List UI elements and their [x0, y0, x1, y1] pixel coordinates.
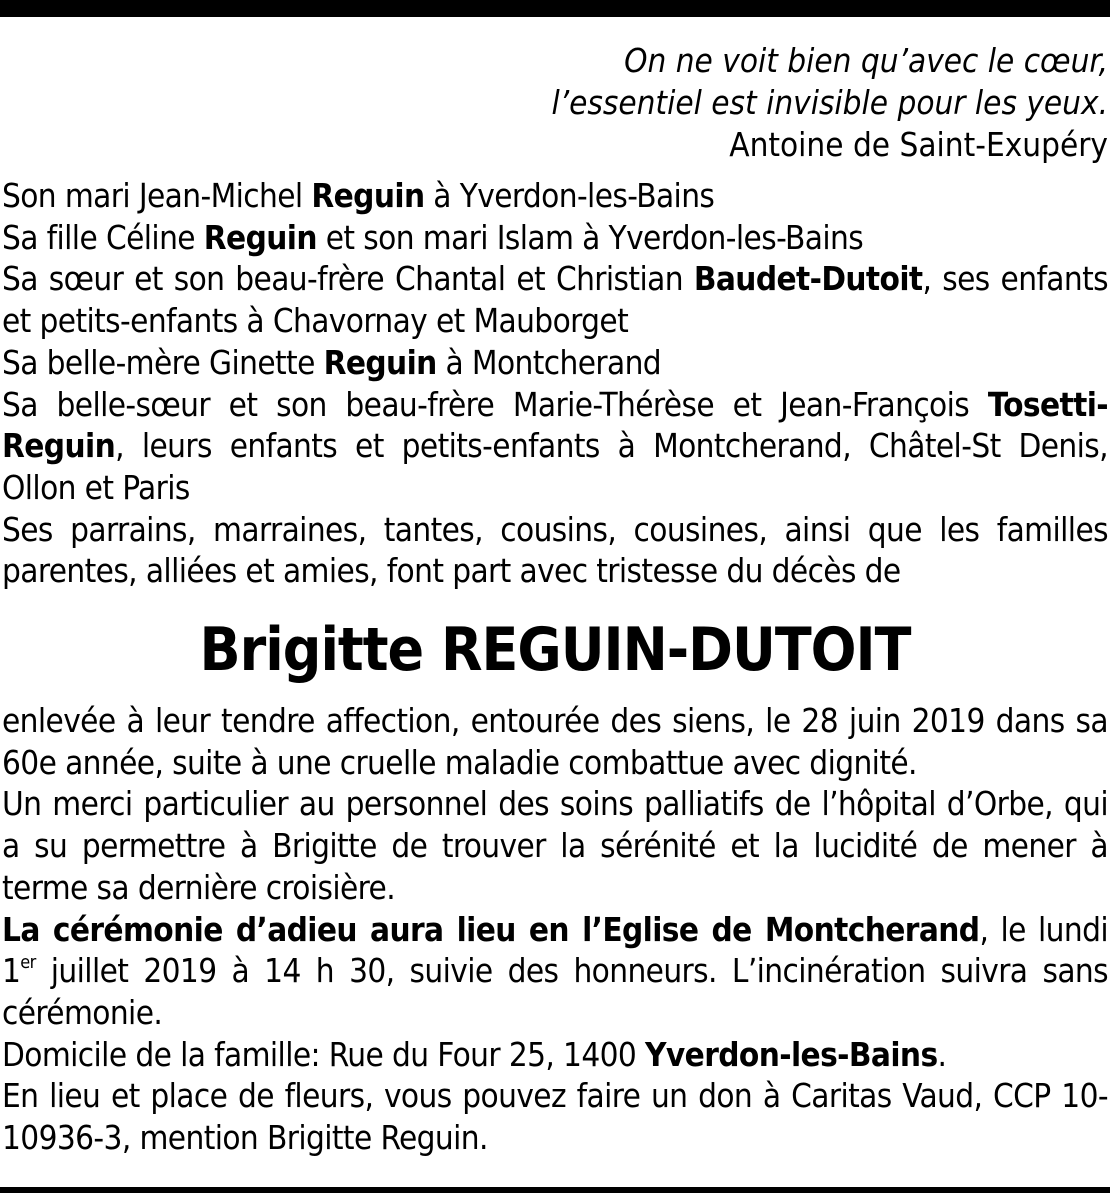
surname: Reguin [311, 176, 425, 215]
family-line-husband [2, 175, 1108, 217]
ceremony-place: La cérémonie d’adieu aura lieu en l’Eglise de Montcherand [2, 909, 980, 949]
surname: Reguin [203, 217, 317, 257]
text: Sa sœur et son beau-frère Chantal et Christian [2, 259, 694, 299]
epigraph [551, 40, 1108, 166]
epigraph-line-2: l’essentiel est invisible pour les yeux. [551, 83, 1108, 122]
details-ceremony [2, 909, 1108, 1034]
domicile-city: Yverdon-les-Bains [645, 1034, 938, 1074]
text: Sa belle-sœur et son beau-frère Marie-Thérèse et Jean-François [2, 384, 988, 424]
epigraph-author: Antoine de Saint-Exupéry [729, 125, 1108, 164]
text: , ses enfants et petits-enfants à Chavornay et Mauborget [2, 259, 1108, 341]
deceased-name: Brigitte REGUIN-DUTOIT [199, 615, 911, 685]
text: . [937, 1034, 947, 1074]
details-passing: enlevée à leur tendre affection, entourée des siens, le 28 juin 2019 dans sa 60e année, suite à une cruelle maladie combattue avec dignité. [2, 701, 1108, 782]
details-thanks: Un merci particulier au personnel des soins palliatifs de l’hôpital d’Orbe, qui a su permettre à Brigitte de trouver la sérénité et la lucidité de mener à terme sa dernière croisière. [2, 784, 1108, 907]
family-line-daughter [2, 217, 1108, 259]
text: Sa belle-mère Ginette [2, 342, 324, 382]
text: , le lundi 1 [2, 909, 1109, 991]
ordinal-suffix: er [20, 952, 36, 974]
details-donation: En lieu et place de fleurs, vous pouvez faire un don à Caritas Vaud, CCP 10-10936-3, mention Brigitte Reguin. [2, 1076, 1108, 1158]
text: Domicile de la famille: Rue du Four 25, 1400 [2, 1034, 646, 1074]
text: à Yverdon-les-Bains [424, 176, 715, 215]
notice-details [2, 700, 1108, 1159]
family-line-mother-in-law [2, 342, 1108, 384]
text: et son mari Islam à Yverdon-les-Bains [316, 217, 864, 257]
surname: Baudet-Dutoit [693, 259, 923, 299]
bottom-rule [0, 1187, 1110, 1193]
family-line-sister-in-law [2, 384, 1108, 509]
top-rule [0, 0, 1110, 17]
text: Sa fille Céline [2, 217, 204, 257]
surname: Reguin [323, 342, 437, 382]
details-domicile [2, 1034, 1108, 1076]
family-announcement [2, 175, 1108, 592]
text: Son mari Jean-Michel [2, 176, 312, 215]
text: , leurs enfants et petits-enfants à Montcherand, Châtel-St Denis, Ollon et Paris [2, 426, 1108, 507]
text: juillet 2019 à 14 h 30, suivie des honneurs. L’incinération suivra sans cérémonie. [2, 951, 1108, 1032]
family-line-relatives: Ses parrains, marraines, tantes, cousins, cousines, ainsi que les familles parentes, alliées et amies, font part avec tristesse du décès de [2, 509, 1108, 591]
family-line-sister [2, 258, 1108, 341]
text: à Montcherand [436, 342, 662, 382]
surname: Tosetti-Reguin [2, 384, 1108, 466]
epigraph-line-1: On ne voit bien qu’avec le cœur, [624, 41, 1108, 80]
